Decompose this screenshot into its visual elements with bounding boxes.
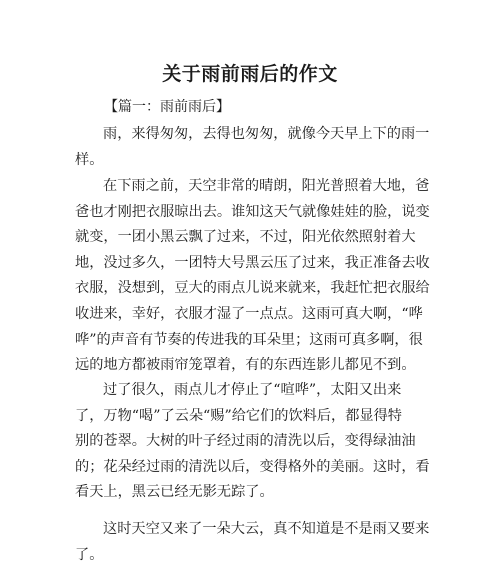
- paragraph-line: 雨，来得匆匆，去得也匆匆，就像今天早上下的雨一: [103, 126, 430, 142]
- paragraph-line: 别的苍翠。大树的叶子经过雨的清洗以后，变得绿油油: [75, 433, 416, 450]
- paragraph-line: 过了很久，雨点儿才停止了“喧哗”，太阳又出来: [103, 382, 402, 398]
- paragraph-line: 远的地方都被雨帘笼罩着，有的东西连影儿都见不到。: [75, 357, 416, 374]
- section-heading: 【篇一：雨前雨后】: [104, 99, 230, 115]
- paragraph-line: 爸也才刚把衣服晾出去。谁知这天气就像娃娃的脸，说变: [75, 203, 430, 220]
- paragraph-line: 这时天空又来了一朵大云，真不知道是不是雨又要来: [103, 521, 430, 537]
- paragraph-line: 地，没过多久，一团特大号黑云压了过来，我正准备去收: [75, 254, 430, 271]
- paragraph-line: 的；花朵经过雨的清洗以后，变得格外的美丽。这时，看: [75, 458, 430, 475]
- paragraph-line: 在下雨之前，天空非常的晴朗，阳光普照着大地，爸: [103, 178, 430, 194]
- paragraph-line: 样。: [75, 151, 104, 168]
- paragraph-line: 了，万物“喝”了云朵“赐”给它们的饮料后，都显得特: [75, 407, 402, 424]
- paragraph-line: 收进来，幸好，衣服才湿了一点点。这雨可真大啊，“哗: [75, 305, 423, 322]
- paragraph-line: 就变，一团小黑云飘了过来，不过，阳光依然照射着大: [75, 229, 416, 246]
- paragraph-2: [75, 174, 430, 379]
- paragraph-line: 了。: [75, 546, 104, 563]
- paragraph-line: 衣服，没想到，豆大的雨点儿说来就来，我赶忙把衣服给: [75, 280, 430, 297]
- paragraph-1: [75, 122, 430, 173]
- paragraph-3: [75, 378, 430, 506]
- paragraph-4: [75, 517, 430, 568]
- paragraph-line: 看天上，黑云已经无影无踪了。: [75, 484, 274, 501]
- paragraph-line: 哗”的声音有节奏的传进我的耳朵里；这雨可真多啊，很: [75, 331, 423, 348]
- document-title: 关于雨前雨后的作文: [162, 63, 338, 85]
